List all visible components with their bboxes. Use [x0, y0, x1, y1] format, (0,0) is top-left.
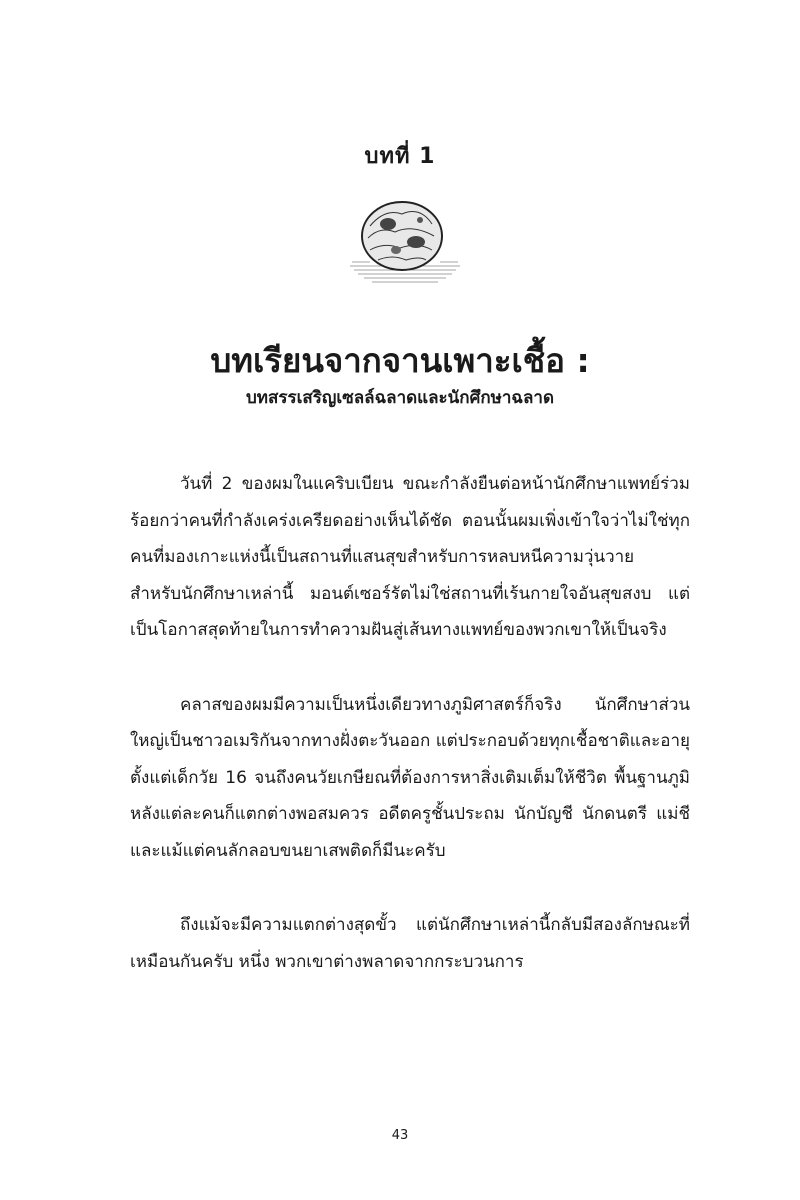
paragraph: ถึงแม้จะมีความแตกต่างสุดขั้ว แต่นักศึกษาเหล่านี้กลับมีสองลักษณะที่เหมือนกันครับ หนึ่ง พวกเขาต่างพลาดจากกระบวนการ — [130, 915, 690, 972]
page-number: 43 — [391, 1128, 409, 1143]
paragraph: คลาสของผมมีความเป็นหนึ่งเดียวทางภูมิศาสตร์ก็จริง นักศึกษาส่วนใหญ่เป็นชาวอเมริกันจากทางฝั่งตะวันออก แต่ประกอบด้วยทุกเชื้อชาติและอายุ ตั้งแต่เด็กวัย 16 จนถึงคนวัยเกษียณที่ต้องการหาสิ่งเติมเต็มให้ชีวิต พื้นฐานภูมิหลังแต่ละคนก็แตกต่างพอสมควร อดีตครูชั้นประถม นักบัญชี นักดนตรี แม่ชี และแม้แต่คนลักลอบขนยาเสพติดก็มีนะครับ — [130, 694, 690, 861]
body-text — [130, 466, 690, 1018]
paragraph: วันที่ 2 ของผมในแคริบเบียน ขณะกำลังยืนต่อหน้านักศึกษาแพทย์ร่วมร้อยกว่าคนที่กำลังเคร่งเครียดอย่างเห็นได้ชัด ตอนนั้นผมเพิ่งเข้าใจว่าไม่ใช่ทุกคนที่มองเกาะแห่งนี้เป็นสถานที่แสนสุขสำหรับการหลบหนีความวุ่นวาย สำหรับนักศึกษาเหล่านี้ มอนต์เซอร์รัตไม่ใช่สถานที่เร้นกายใจอันสุขสงบ แต่เป็นโอกาสสุดท้ายในการทำความฝันสู่เส้นทางแพทย์ของพวกเขาให้เป็นจริง — [130, 474, 690, 640]
chapter-label: บทที่ 1 — [364, 144, 436, 169]
chapter-subtitle: บทสรรเสริญเซลล์ฉลาดและนักศึกษาฉลาด — [245, 388, 555, 408]
chapter-title: บทเรียนจากจานเพาะเชื้อ : — [210, 341, 590, 380]
petri-dish-cell-icon — [340, 186, 470, 296]
